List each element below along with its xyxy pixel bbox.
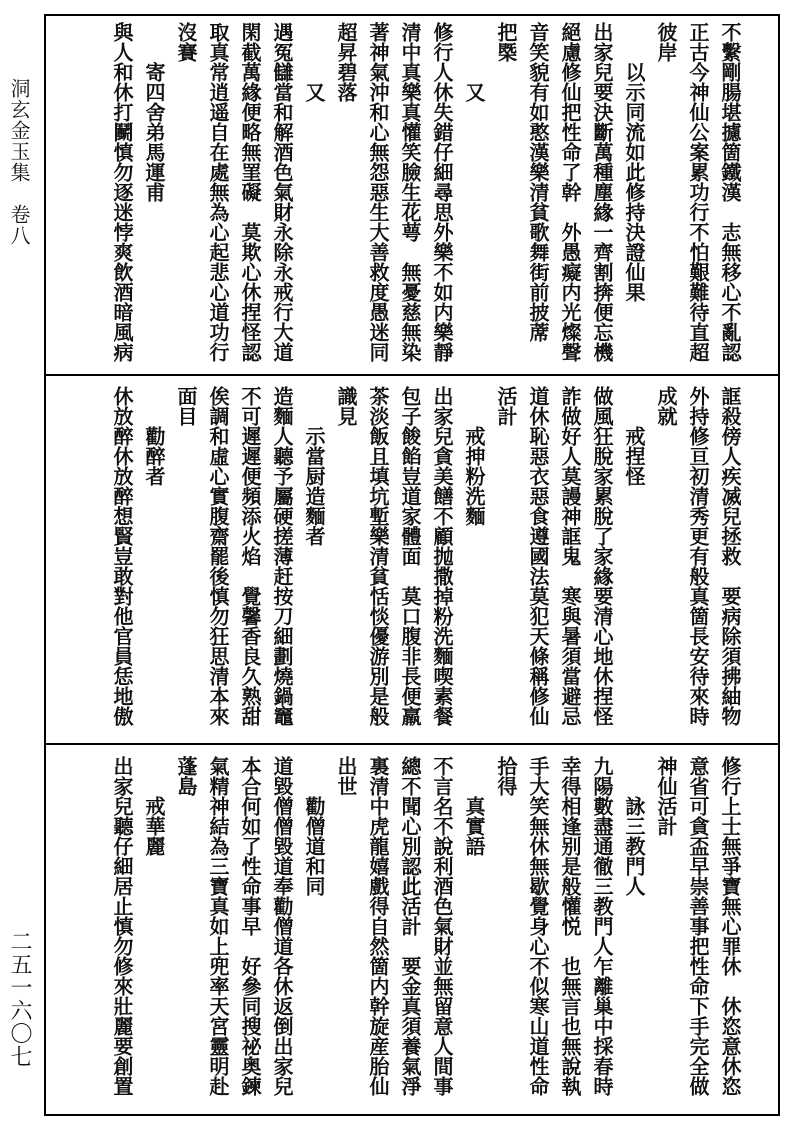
text-column: 閑截萬緣便略無罣礙 莫欺心休捏怪認 [238, 22, 262, 362]
text-column: 九陽數盡通徹三教門人乍離巢中採春時 [590, 756, 614, 1096]
text-panel-1 [56, 22, 746, 368]
text-column: 遇冤讎當和解酒色氣財永除永戒行大道 [270, 22, 294, 362]
text-column-heading: 以示同流如此修持決證仙果 [622, 62, 646, 302]
text-column: 不繫剛腸堪攄箇鐵漢 志無移心不亂認 [718, 22, 742, 362]
text-column: 修行人休失錯仔細尋思外樂不如内樂靜 [430, 22, 454, 362]
text-panel-2 [56, 386, 746, 736]
text-column: 修行上士無爭寶無心罪休 休恣意休恣 [718, 756, 742, 1096]
text-column: 不可遲遲便頻添火焰 覺馨香良久熟甜 [238, 386, 262, 726]
text-column-heading: 勸僧道和同 [302, 796, 326, 896]
text-column: 道休恥惡衣惡食遵國法莫犯天條稱修仙 [526, 386, 550, 726]
text-column: 外持修亘初清秀更有般真箇長安待來時 [686, 386, 710, 726]
text-column: 活計 [494, 386, 518, 426]
text-column: 沒賽 [174, 22, 198, 62]
panel-divider-top [44, 374, 780, 376]
text-column-heading: 戒捏怪 [622, 426, 646, 486]
text-column-heading: 戒華麗 [142, 796, 166, 856]
text-column: 取真常逍遥自在處無為心起悲心道功行 [206, 22, 230, 362]
text-column-heading: 示當厨造麵者 [302, 426, 326, 546]
text-column: 識見 [334, 386, 358, 426]
text-column: 總不聞心別認此活計 要金真須養氣淨 [398, 756, 422, 1096]
text-column: 超昇碧落 [334, 22, 358, 102]
text-column: 休放醉休放醉想賢豈敢對他官員恁地傲 [110, 386, 134, 726]
text-column: 詐做好人莫謾神誆鬼 寒與暑須當避忌 [558, 386, 582, 726]
text-column-heading: 真實語 [462, 796, 486, 856]
text-column: 著神氣沖和心無怨惡生大善救度愚迷同 [366, 22, 390, 362]
text-column: 出家兒貪美饍不顧抛撒掉粉洗麵喫素餐 [430, 386, 454, 726]
text-column: 茶淡飯且填坑塹樂清貧恬惔優游別是般 [366, 386, 390, 726]
panel-divider-bottom [44, 743, 780, 745]
text-column: 出家兒聽仔細居止慎勿修來壯麗要創置 [110, 756, 134, 1096]
text-column: 音笑貌有如憨漢樂清貧歌舞街前披蓆 [526, 22, 550, 342]
text-column: 神仙活計 [654, 756, 678, 836]
text-column: 俟調和虛心實腹齋罷後慎勿狂思清本來 [206, 386, 230, 726]
text-column: 本合何如了性命事早 好參同搜祕奥鍊 [238, 756, 262, 1096]
text-column: 道毀僧僧毀道奉勸僧道各休返倒出家兒 [270, 756, 294, 1096]
text-column-heading: 寄四舍弟馬運甫 [142, 62, 166, 202]
text-column: 造麵人聽予屬硬搓薄赶按刀細劃燒鍋竈 [270, 386, 294, 726]
text-column: 做風狂脫家累脫了家緣要清心地休捏怪 [590, 386, 614, 726]
text-column: 出世 [334, 756, 358, 796]
text-column: 清中真樂真懽笑臉生花萼 無憂慈無染 [398, 22, 422, 362]
book-title-margin: 洞玄金玉集 卷八 [7, 78, 31, 246]
text-column: 誆殺傍人疾㓕兒拯救 要病除須拂紬物 [718, 386, 742, 726]
text-column: 絕慮修仙把性命了幹 外愚癡内光燦聲 [558, 22, 582, 362]
text-column: 意省可貪盃早崇善事把性命下手完全做 [686, 756, 710, 1096]
text-column: 氣精神結為三寶真如上兜率天宮靈明赴 [206, 756, 230, 1096]
text-column-heading: 又 [462, 82, 486, 102]
text-column: 與人和休打鬭慎勿逐迷悖爽飲酒暗風病 [110, 22, 134, 362]
text-column: 拾得 [494, 756, 518, 796]
text-column-heading: 勸醉者 [142, 426, 166, 486]
text-column: 蓬島 [174, 756, 198, 796]
page-number-margin: 二五一六〇七 [7, 930, 32, 1068]
text-panel-3 [56, 756, 746, 1108]
text-column: 包子餕餡豈道家體面 莫口腹非長便羸 [398, 386, 422, 726]
text-column-heading: 又 [302, 82, 326, 102]
text-column: 手大笑無休無歇覺身心不似寒山道性命 [526, 756, 550, 1096]
text-column: 幸得相逢别是般懽悦 也無言也無說執 [558, 756, 582, 1096]
text-column-heading: 戒抻粉洗麵 [462, 426, 486, 526]
text-column: 成就 [654, 386, 678, 426]
text-column: 出家兒要決斷萬種塵緣一齊割捹便忘機 [590, 22, 614, 362]
text-column: 彼岸 [654, 22, 678, 62]
text-column: 把㮣 [494, 22, 518, 62]
text-column: 正古今神仙公案累功行不怕艱難待直超 [686, 22, 710, 362]
text-column: 裏清中虎龍嬉戲得自然箇内幹旋産胎仙 [366, 756, 390, 1096]
text-column: 不言名不說利酒色氣財並無留意人間事 [430, 756, 454, 1096]
text-column-heading: 詠三教門人 [622, 796, 646, 896]
text-column: 面目 [174, 386, 198, 426]
